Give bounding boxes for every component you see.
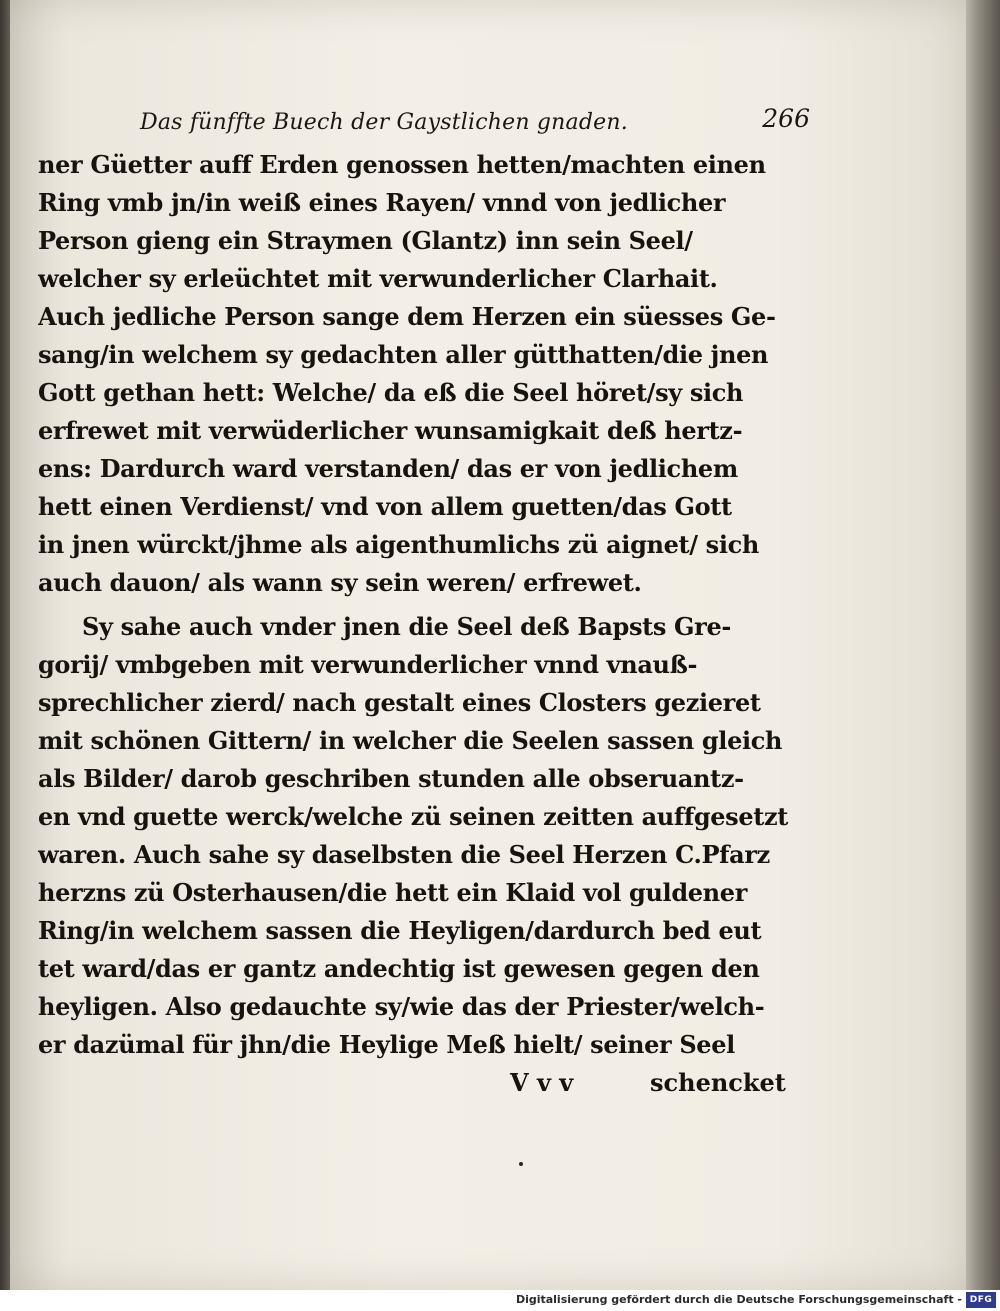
text-line: in jnen würckt/jhme als aigenthumlichs zü aignet/ sich <box>38 530 759 559</box>
page-header <box>140 104 820 142</box>
text-line: welcher sy erleüchtet mit verwunderlicher Clarhait. <box>38 264 718 293</box>
text-line: Person gieng ein Straymen (Glantz) inn sein Seel/ <box>38 226 693 255</box>
signature-mark: V v v <box>510 1068 574 1097</box>
catchword: schencket <box>650 1068 786 1097</box>
text-line: als Bilder/ darob geschriben stunden alle obseruantz- <box>38 764 744 793</box>
running-head: Das fünffte Buech der Gaystlichen gnaden. <box>140 110 628 135</box>
text-line: en vnd guette werck/welche zü seinen zeitten auffgesetzt <box>38 802 789 831</box>
text-line: er dazümal für jhn/die Heylige Meß hielt/ seiner Seel <box>38 1030 735 1059</box>
body-text <box>38 146 808 1102</box>
dfg-logo-icon: DFG <box>966 1292 996 1308</box>
funding-credit: Digitalisierung gefördert durch die Deutsche Forschungsgemeinschaft - <box>515 1293 962 1306</box>
text-line: sang/in welchem sy gedachten aller gütthatten/die jnen <box>38 340 769 369</box>
text-line: tet ward/das er gantz andechtig ist gewesen gegen den <box>38 954 760 983</box>
text-line: ens: Dardurch ward verstanden/ das er von jedlichem <box>38 454 738 483</box>
text-line: Gott gethan hett: Welche/ da eß die Seel höret/sy sich <box>38 378 744 407</box>
text-line: auch dauon/ als wann sy sein weren/ erfrewet. <box>38 568 642 597</box>
text-line: Ring/in welchem sassen die Heyligen/dardurch bed eut <box>38 916 762 945</box>
text-line: erfrewet mit verwüderlicher wunsamigkait deß hertz- <box>38 416 743 445</box>
catch-line <box>38 1064 808 1102</box>
text-line: herzns zü Osterhausen/die hett ein Klaid vol guldener <box>38 878 747 907</box>
ink-dot <box>519 1162 523 1166</box>
text-line: mit schönen Gittern/ in welcher die Seelen sassen gleich <box>38 726 783 755</box>
text-line: ner Güetter auff Erden genossen hetten/machten einen <box>38 150 766 179</box>
page-number: 266 <box>762 104 810 133</box>
text-line: gorij/ vmbgeben mit verwunderlicher vnnd vnauß- <box>38 650 698 679</box>
footer-bar <box>0 1290 1000 1311</box>
text-line: sprechlicher zierd/ nach gestalt eines Closters gezieret <box>38 688 761 717</box>
text-line: heyligen. Also gedauchte sy/wie das der Priester/welch- <box>38 992 765 1021</box>
text-line: Auch jedliche Person sange dem Herzen ein süesses Ge- <box>38 302 776 331</box>
text-line: Sy sahe auch vnder jnen die Seel deß Bapsts Gre- <box>82 612 732 641</box>
text-line: hett einen Verdienst/ vnd von allem guetten/das Gott <box>38 492 732 521</box>
text-line: Ring vmb jn/in weiß eines Rayen/ vnnd von jedlicher <box>38 188 726 217</box>
text-line: waren. Auch sahe sy daselbsten die Seel Herzen C.Pfarz <box>38 840 770 869</box>
page-stack-edge <box>966 0 1000 1290</box>
